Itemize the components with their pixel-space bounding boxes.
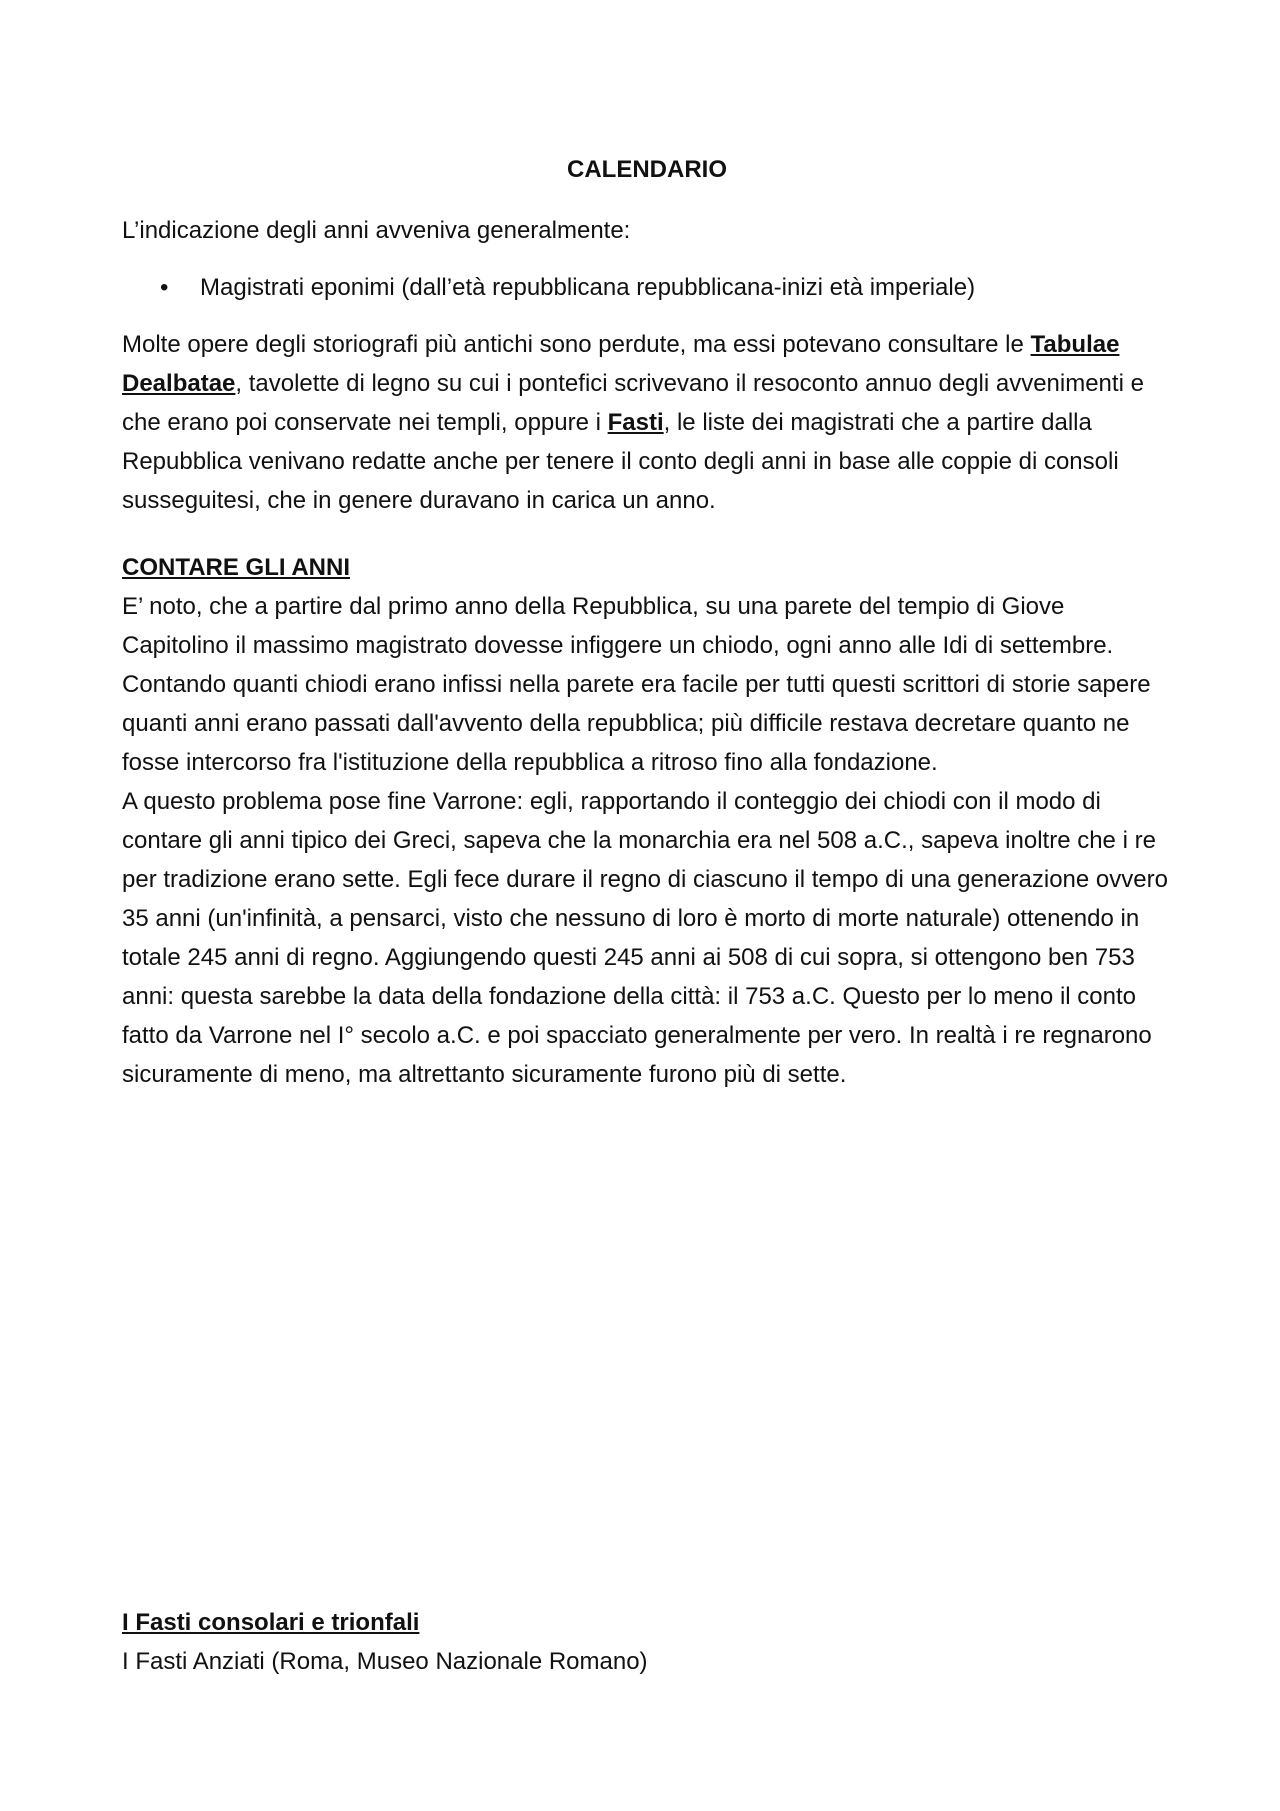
- term-tabulae-dealbatae: Tabulae Dealbatae: [122, 331, 1120, 397]
- fasti-caption: I Fasti Anziati (Roma, Museo Nazionale Romano): [122, 1648, 648, 1675]
- list-item: [122, 268, 1172, 307]
- section-heading-fasti: I Fasti consolari e trionfali: [122, 1609, 420, 1636]
- paragraph-varrone: A questo problema pose fine Varrone: egli, rapportando il conteggio dei chiodi con il modo di contare gli anni tipico dei Greci, sapeva che la monarchia era nel 508 a.C., sapeva inoltre che i re per tradizione erano sette. Egli fece durare il regno di ciascuno il tempo di una generazione ovvero 35 anni (un'infinità, a pensarci, visto che nessuno di loro è morto di morte naturale) ottenendo in totale 245 anni di regno. Aggiungendo questi 245 anni ai 508 di cui sopra, si ottengono ben 753 anni: questa sarebbe la data della fondazione della città: il 753 a.C. Questo per lo meno il conto fatto da Varrone nel I° secolo a.C. e poi spacciato generalmente per vero. In realtà i re regnarono sicuramente di meno, ma altrettanto sicuramente furono più di sette.: [122, 788, 1168, 1088]
- paragraph-chiodi: E’ noto, che a partire dal primo anno della Repubblica, su una parete del tempio di Giove Capitolino il massimo magistrato dovesse infiggere un chiodo, ogni anno alle Idi di settembre. Contando quanti chiodi erano infissi nella parete era facile per tutti questi scrittori di storie sapere quanti anni erano passati dall'avvento della repubblica; più difficile restava decretare quanto ne fosse intercorso fra l'istituzione della repubblica a ritroso fino alla fondazione.: [122, 593, 1151, 776]
- document-title: CALENDARIO: [567, 156, 727, 183]
- list-item-text: Magistrati eponimi (dall’età repubblicana repubblicana-inizi età imperiale): [200, 274, 976, 301]
- term-fasti: Fasti: [607, 409, 664, 436]
- bullet-icon: •: [160, 274, 169, 301]
- paragraph-text: , tavolette di legno su cui i pontefici scrivevano il resoconto annuo degli avvenimenti e che erano poi conservate nei templi, oppure i: [122, 370, 1144, 436]
- paragraph-fonti: [122, 325, 1172, 520]
- document-body: [122, 150, 1172, 1094]
- bullet-list: [122, 268, 1172, 307]
- paragraph-text: Molte opere degli storiografi più antichi sono perdute, ma essi potevano consultare le: [122, 331, 1031, 358]
- fasti-section: [122, 1603, 1172, 1681]
- intro-text: L’indicazione degli anni avveniva generalmente:: [122, 217, 631, 244]
- section-heading-contare-gli-anni: CONTARE GLI ANNI: [122, 554, 350, 581]
- paragraph-text: , le liste dei magistrati che a partire dalla Repubblica venivano redatte anche per tenere il conto degli anni in base alle coppie di consoli susseguitesi, che in genere duravano in carica un anno.: [122, 409, 1119, 514]
